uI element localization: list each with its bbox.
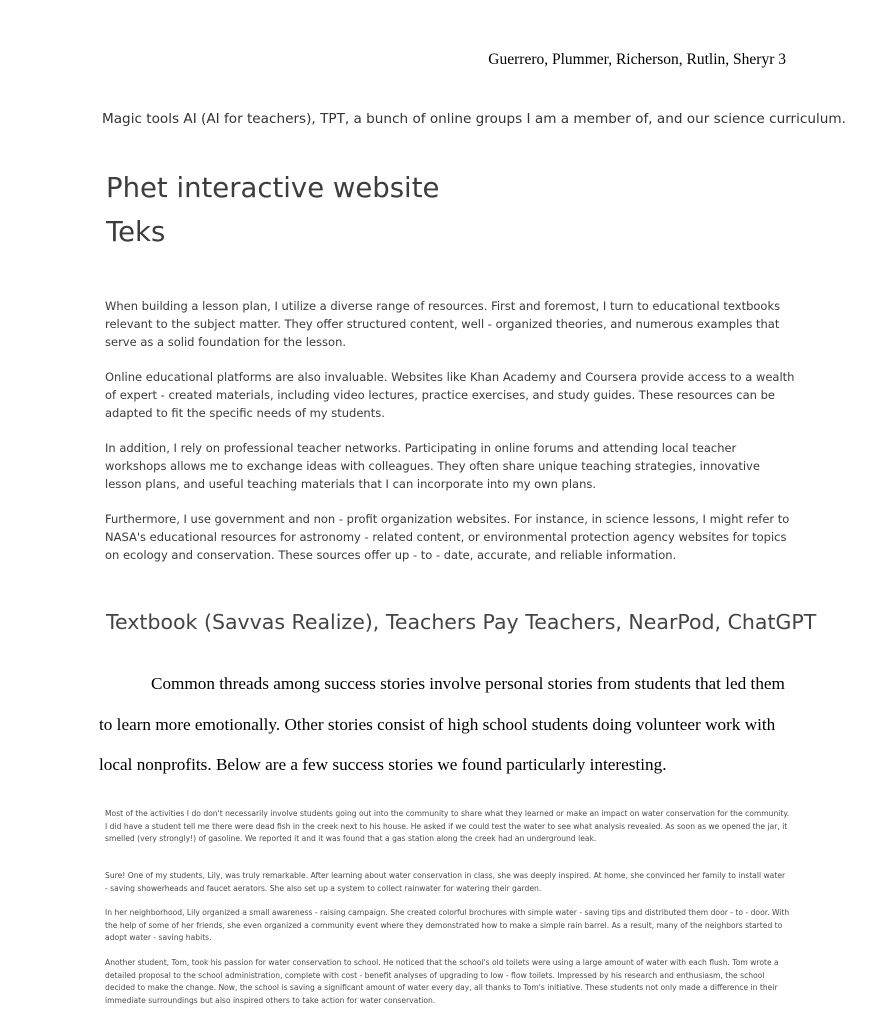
resource-paragraph-government-sites: Furthermore, I use government and non - profit organization websites. For instance, in science lessons, I might refer to NASA's educational resources for astronomy - related content, or environmental protection agency websites for topics on ecology and conservation. These sources offer up - to - date, accurate, and reliable information. <box>105 512 790 562</box>
teks-response: Teks <box>106 216 166 248</box>
resource-paragraph-online-platforms: Online educational platforms are also invaluable. Websites like Khan Academy and Coursera provide access to a wealth of expert - created materials, including video lectures, practice exercises, and study guides. These resources can be adapted to fit the specific needs of my students. <box>105 370 795 420</box>
textbook-response: Textbook (Savvas Realize), Teachers Pay Teachers, NearPod, ChatGPT <box>106 610 817 634</box>
success-stories-intro: Common threads among success stories involve personal stories from students that led them to learn more emotionally. Other stories consist of high school students doing volunteer work with local nonprofits. Below are a few success stories we found particularly interesting. <box>99 674 785 774</box>
story-creek-leak: Most of the activities I do don't necessarily involve students going out into the community to share what they learned or make an impact on water conservation for the community. I did have a student tell me there were dead fish in the creek next to his house. He asked if we could test the water to see what analysis revealed. As soon as we opened the jar, it smelled (very strongly!) of gasoline. We reported it and it was found that a gas station along the creek had an underground leak. <box>105 809 790 844</box>
resource-paragraph-textbooks: When building a lesson plan, I utilize a diverse range of resources. First and foremost, I turn to educational textbooks relevant to the subject matter. They offer structured content, well - organized theories, and numerous examples that serve as a solid foundation for the lesson. <box>105 299 781 349</box>
story-lily-neighborhood: In her neighborhood, Lily organized a small awareness - raising campaign. She created colorful brochures with simple water - saving tips and distributed them door - to - door. With the help of some of her friends, she even organized a community event where they demonstrated how to make a simple rain barrel. As a result, many of the neighbors started to adopt water - saving habits. <box>105 908 790 943</box>
running-head: Guerrero, Plummer, Richerson, Rutlin, Sheryr 3 <box>488 51 786 68</box>
phet-response: Phet interactive website <box>106 172 440 204</box>
story-tom-school: Another student, Tom, took his passion for water conservation to school. He noticed that the school's old toilets were using a large amount of water with each flush. Tom wrote a detailed proposal to the school administration, complete with cost - benefit analyses of upgrading to low - flow toilets. Impressed by his research and enthusiasm, the school decided to make the change. Now, the school is saving a significant amount of water every day, all thanks to Tom's initiative. These students not only made a difference in their immediate surroundings but also inspired others to take action for water conservation. <box>105 958 779 1005</box>
resource-paragraph-teacher-networks: In addition, I rely on professional teacher networks. Participating in online forums and attending local teacher workshops allows me to exchange ideas with colleagues. They often share unique teaching strategies, innovative lesson plans, and useful teaching materials that I can incorporate into my own plans. <box>105 441 760 491</box>
tools-response: Magic tools AI (AI for teachers), TPT, a bunch of online groups I am a member of, and our science curriculum. <box>102 111 846 127</box>
story-lily-home: Sure! One of my students, Lily, was truly remarkable. After learning about water conservation in class, she was deeply inspired. At home, she convinced her family to install water - saving showerheads and faucet aerators. She also set up a system to collect rainwater for watering their garden. <box>105 871 786 893</box>
